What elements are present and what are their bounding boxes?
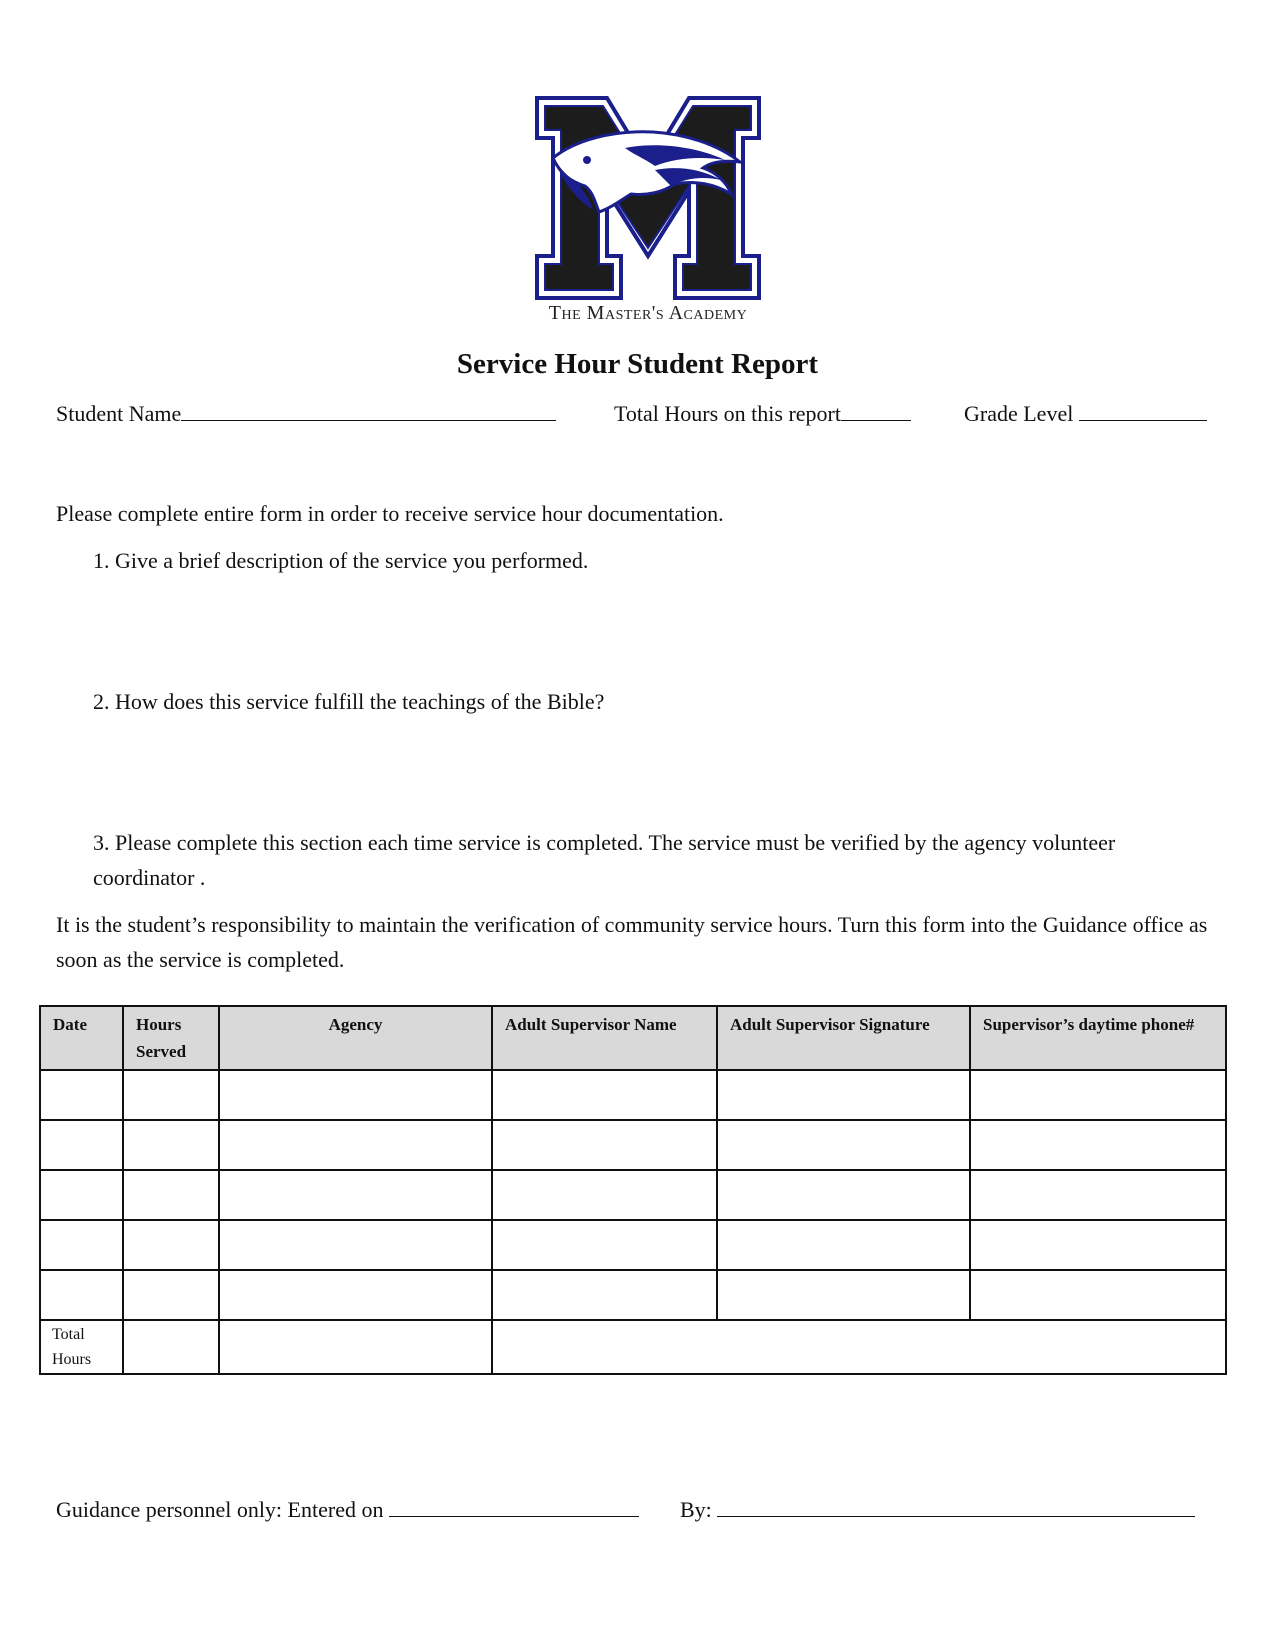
header-supervisor-phone: Supervisor’s daytime phone# <box>970 1006 1226 1070</box>
question-2: 2. How does this service fulfill the teachings of the Bible? <box>93 689 605 714</box>
table-cell[interactable] <box>40 1270 123 1320</box>
table-cell[interactable] <box>717 1170 970 1220</box>
table-cell[interactable] <box>970 1170 1226 1220</box>
table-cell[interactable] <box>123 1170 219 1220</box>
table-cell[interactable] <box>219 1120 492 1170</box>
table-cell[interactable] <box>123 1120 219 1170</box>
entered-on-blank[interactable] <box>389 1496 639 1517</box>
student-name-blank[interactable] <box>181 400 556 421</box>
table-row <box>40 1170 1226 1220</box>
table-cell[interactable] <box>40 1120 123 1170</box>
guidance-by-field <box>680 1496 1195 1523</box>
table-cell[interactable] <box>717 1220 970 1270</box>
table-cell[interactable] <box>123 1270 219 1320</box>
table-row <box>40 1220 1226 1270</box>
total-hours-cell[interactable] <box>123 1320 219 1374</box>
table-cell[interactable] <box>492 1270 717 1320</box>
table-header-row <box>40 1006 1226 1070</box>
table-cell[interactable] <box>717 1270 970 1320</box>
total-row <box>40 1320 1226 1374</box>
table-cell[interactable] <box>219 1170 492 1220</box>
eagle-m-logo-icon <box>535 96 761 300</box>
table-cell[interactable] <box>717 1120 970 1170</box>
page-title: Service Hour Student Report <box>456 348 819 380</box>
question-3: 3. Please complete this section each time service is completed. The service must be verified by the agency volunteer coordinator . <box>93 830 1116 890</box>
total-hours-label: Total Hours <box>40 1320 123 1374</box>
intro-text: Please complete entire form in order to receive service hour documentation. <box>56 501 724 526</box>
responsibility-text: It is the student’s responsibility to maintain the verification of community service hours. Turn this form into the Guidance office as soon as the service is completed. <box>56 912 1208 972</box>
grade-level-field <box>964 400 1207 427</box>
table-cell[interactable] <box>40 1220 123 1270</box>
table-cell[interactable] <box>219 1270 492 1320</box>
table-cell[interactable] <box>40 1170 123 1220</box>
table-cell[interactable] <box>492 1070 717 1120</box>
table-cell[interactable] <box>717 1070 970 1120</box>
table-cell[interactable] <box>219 1220 492 1270</box>
table-cell[interactable] <box>492 1170 717 1220</box>
total-hours-field <box>614 400 911 427</box>
header-supervisor-name: Adult Supervisor Name <box>492 1006 717 1070</box>
table-row <box>40 1270 1226 1320</box>
total-hours-blank[interactable] <box>841 400 911 421</box>
question-1: 1. Give a brief description of the service you performed. <box>93 548 589 573</box>
table-cell[interactable] <box>492 1120 717 1170</box>
table-cell[interactable] <box>970 1270 1226 1320</box>
header-date: Date <box>40 1006 123 1070</box>
grade-level-label: Grade Level <box>964 401 1074 426</box>
school-name: The Master's Academy <box>548 302 748 324</box>
table-cell[interactable] <box>970 1120 1226 1170</box>
total-remaining-cell[interactable] <box>492 1320 1226 1374</box>
total-hours-label: Total Hours on this report <box>614 401 841 426</box>
by-blank[interactable] <box>717 1496 1195 1517</box>
table-cell[interactable] <box>970 1220 1226 1270</box>
table-cell[interactable] <box>123 1070 219 1120</box>
table-row <box>40 1120 1226 1170</box>
student-name-label: Student Name <box>56 401 182 426</box>
table-cell[interactable] <box>970 1070 1226 1120</box>
header-supervisor-signature: Adult Supervisor Signature <box>717 1006 970 1070</box>
grade-level-blank[interactable] <box>1079 400 1207 421</box>
total-agency-cell[interactable] <box>219 1320 492 1374</box>
table-cell[interactable] <box>40 1070 123 1120</box>
table-cell[interactable] <box>492 1220 717 1270</box>
header-agency: Agency <box>219 1006 492 1070</box>
table-cell[interactable] <box>219 1070 492 1120</box>
student-name-field <box>56 400 556 427</box>
service-log-table <box>39 1005 1227 1375</box>
guidance-by-label: By: <box>680 1497 712 1522</box>
guidance-entered-field <box>56 1496 639 1523</box>
table-row <box>40 1070 1226 1120</box>
guidance-entered-label: Guidance personnel only: Entered on <box>56 1497 384 1522</box>
table-cell[interactable] <box>123 1220 219 1270</box>
header-hours-served: Hours Served <box>123 1006 219 1070</box>
